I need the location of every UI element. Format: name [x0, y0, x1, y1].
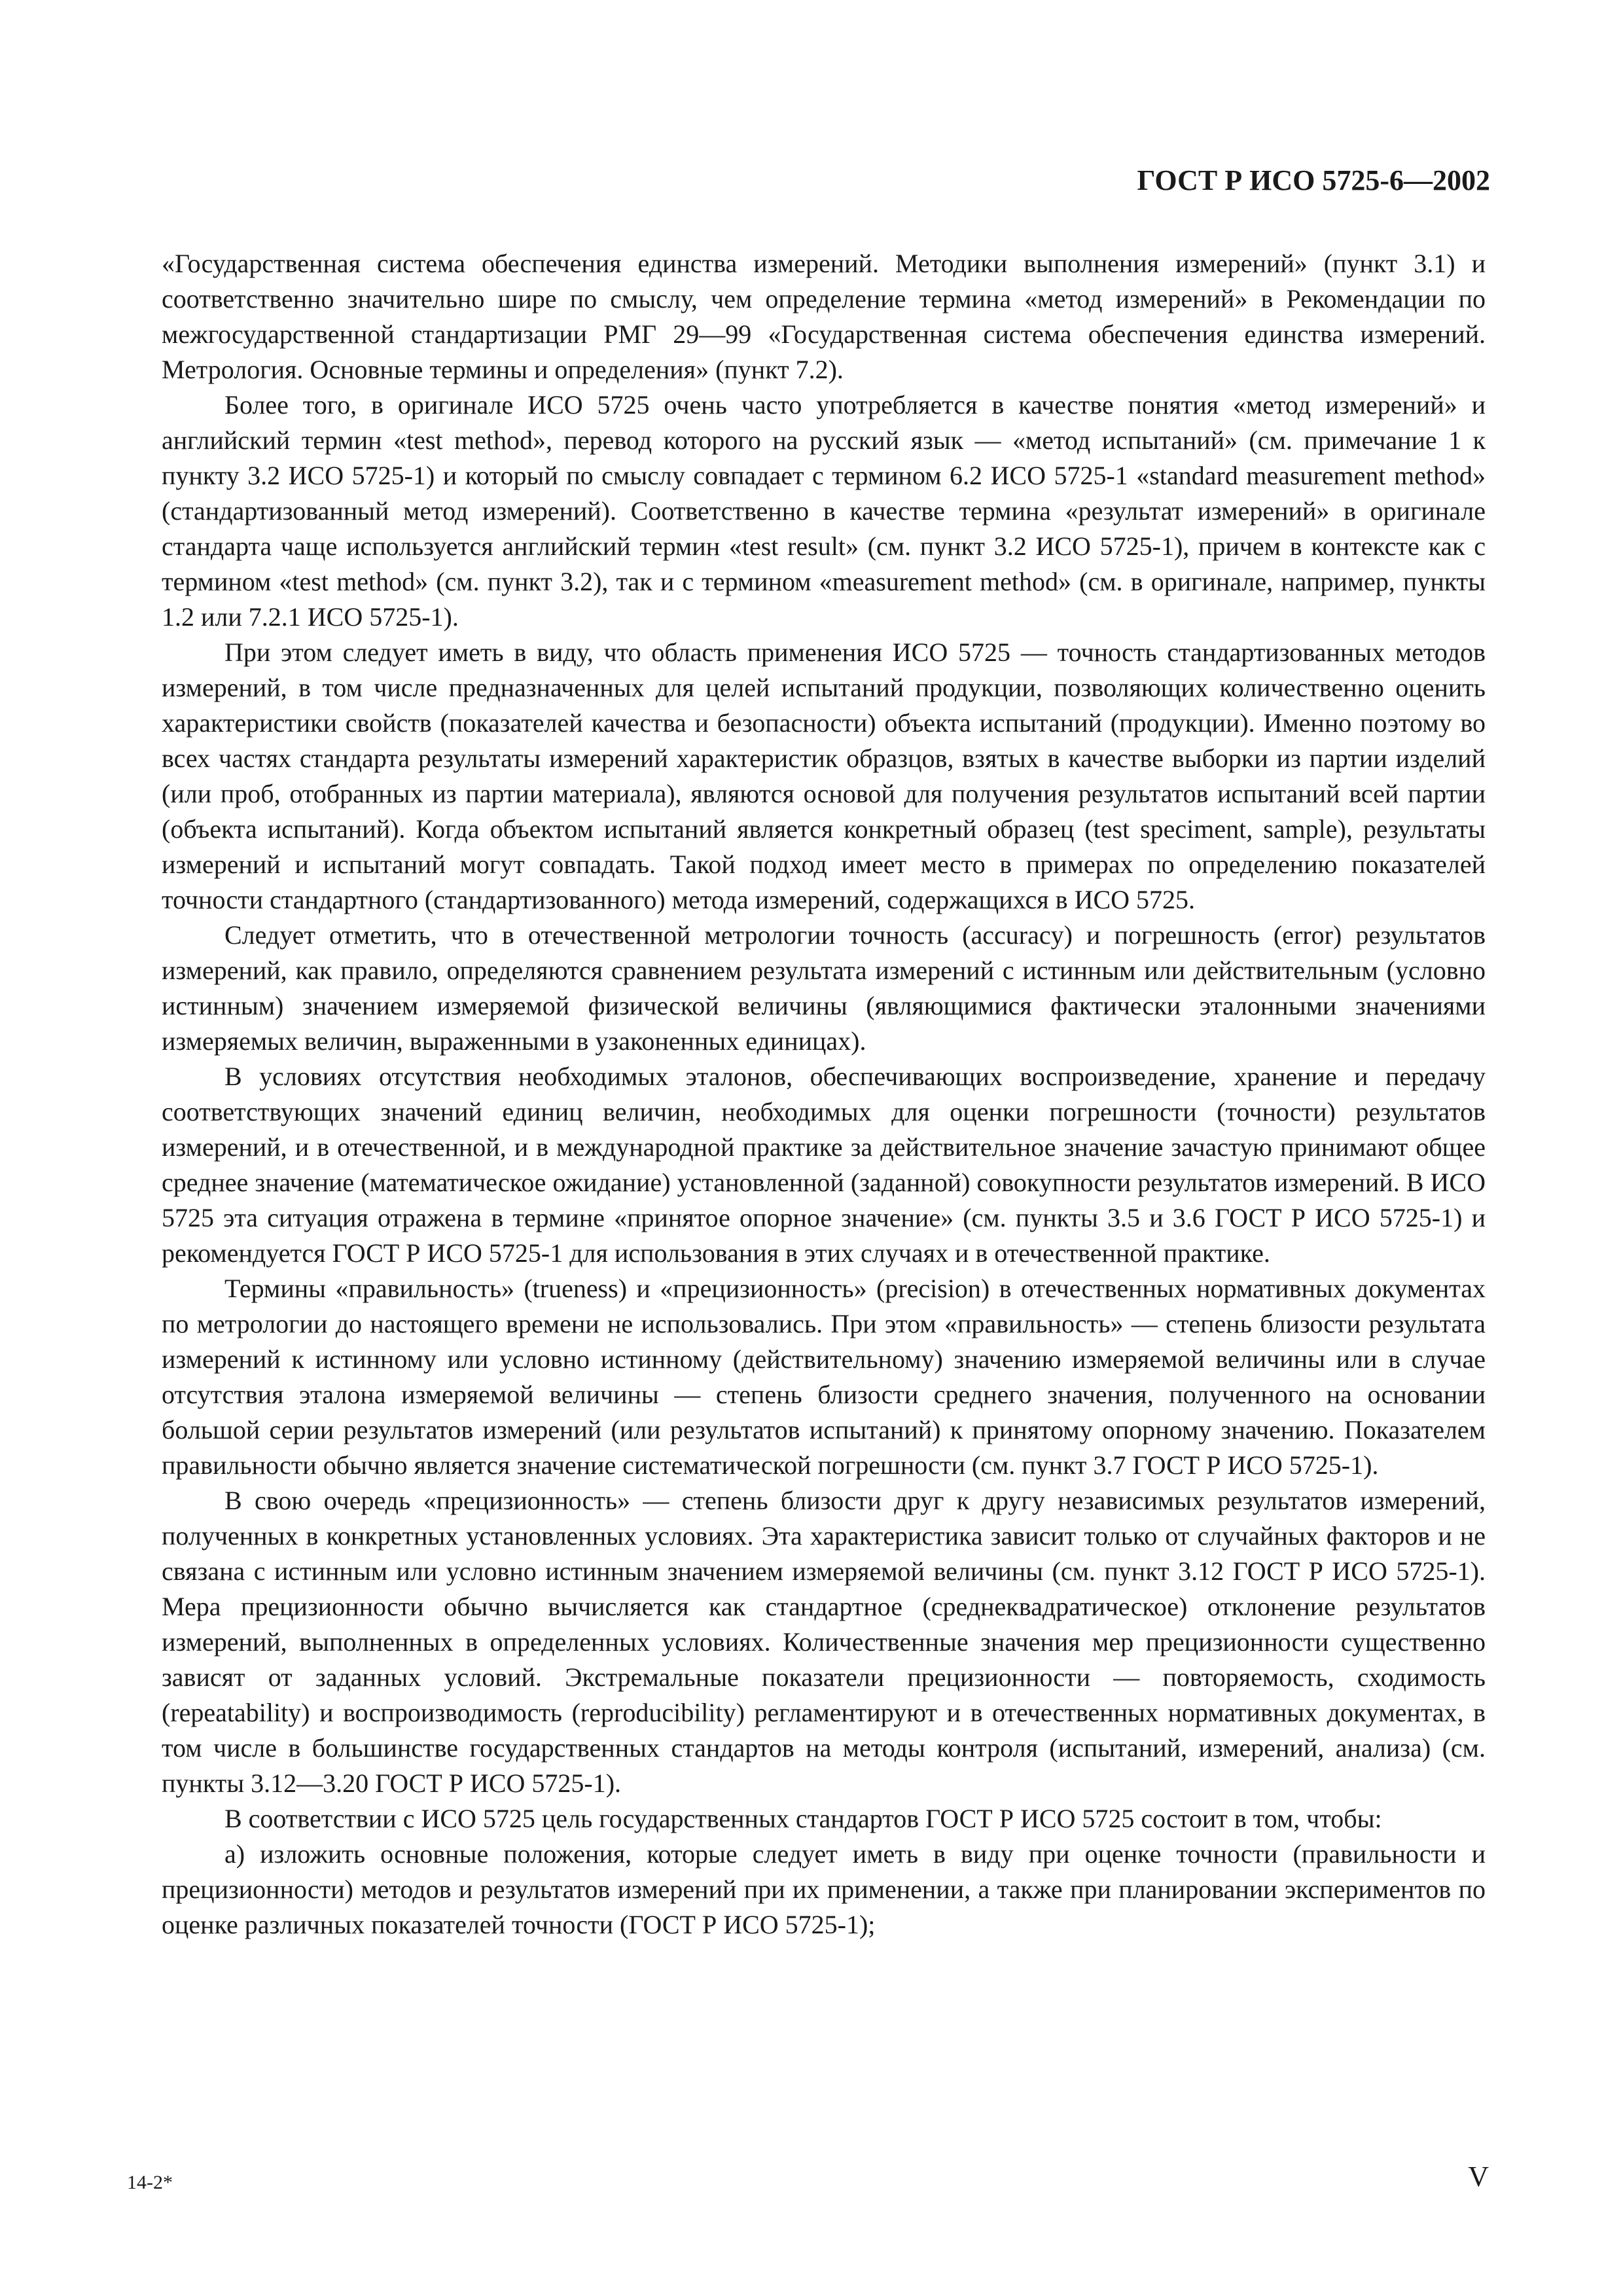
paragraph: Термины «правильность» (trueness) и «прецизионность» (precision) в отечественных нормативных документах по метрологии до настоящего времени не использовались. При этом «правильность» — степень близости результата измерений к истинному или условно истинному (действительному) значению измеряемой величины или в случае отсутствия эталона измеряемой величины — степень близости среднего значения, полученного на основании большой серии результатов измерений (или результатов испытаний) к принятому опорному значению. Показателем правильности обычно является значение систематической погрешности (см. пункт 3.7 ГОСТ Р ИСО 5725-1). [162, 1274, 1486, 1480]
paragraph: а) изложить основные положения, которые следует иметь в виду при оценке точности (правильности и прецизионности) методов и результатов измерений при их применении, а также при планировании экспериментов по оценке различных показателей точности (ГОСТ Р ИСО 5725-1); [162, 1839, 1486, 1939]
paragraph: Следует отметить, что в отечественной метрологии точность (accuracy) и погрешность (error) результатов измерений, как правило, определяются сравнением результата измерений с истинным или действительным (условно истинным) значением измеряемой физической величины (являющимися фактически эталонными значениями измеряемых величин, выраженными в узаконенных единицах). [162, 920, 1486, 1056]
paragraph: В условиях отсутствия необходимых эталонов, обеспечивающих воспроизведение, хранение и передачу соответствующих значений единиц величин, необходимых для оценки погрешности (точности) результатов измерений, и в отечественной, и в международной практике за действительное значение зачастую принимают общее среднее значение (математическое ожидание) установленной (заданной) совокупности результатов измерений. В ИСО 5725 эта ситуация отражена в термине «принятое опорное значение» (см. пункты 3.5 и 3.6 ГОСТ Р ИСО 5725-1) и рекомендуется ГОСТ Р ИСО 5725-1 для использования в этих случаях и в отечественной практике. [162, 1062, 1486, 1268]
standard-title-header: ГОСТ Р ИСО 5725-6—2002 [1137, 164, 1490, 196]
paragraph: В свою очередь «прецизионность» — степень близости друг к другу независимых результатов измерений, полученных в конкретных установленных условиях. Эта характеристика зависит только от случайных факторов и не связана с истинным или условно истинным значением измеряемой величины (см. пункт 3.12 ГОСТ Р ИСО 5725-1). Мера прецизионности обычно вычисляется как стандартное (среднеквадратическое) отклонение результатов измерений, выполненных в определенных условиях. Количественные значения мер прецизионности существенно зависят от заданных условий. Экстремальные показатели прецизионности — повторяемость, сходимость (repeatability) и воспроизводимость (reproducibility) регламентируют и в отечественных нормативных документах, в том числе в большинстве государственных стандартов на методы контроля (испытаний, измерений, анализа) (см. пункты 3.12—3.20 ГОСТ Р ИСО 5725-1). [162, 1486, 1486, 1798]
page-number: V [1468, 2161, 1489, 2193]
sheet-mark: 14-2* [127, 2172, 173, 2193]
paragraph: «Государственная система обеспечения единства измерений. Методики выполнения измерений» (пункт 3.1) и соответственно значительно шире по смыслу, чем определение термина «метод измерений» в Рекомендации по межгосударственной стандартизации РМГ 29—99 «Государственная система обеспечения единства измерений. Метрология. Основные термины и определения» (пункт 7.2). [162, 249, 1486, 384]
paragraph: В соответствии с ИСО 5725 цель государственных стандартов ГОСТ Р ИСО 5725 состоит в том, чтобы: [224, 1804, 1382, 1833]
paragraph: Более того, в оригинале ИСО 5725 очень часто употребляется в качестве понятия «метод измерений» и английский термин «test method», перевод которого на русский язык — «метод испытаний» (см. примечание 1 к пункту 3.2 ИСО 5725-1) и который по смыслу совпадает с термином 6.2 ИСО 5725-1 «standard measurement method» (стандартизованный метод измерений). Соответственно в качестве термина «результат измерений» в оригинале стандарта чаще используется английский термин «test result» (см. пункт 3.2 ИСО 5725-1), причем в контексте как с термином «test method» (см. пункт 3.2), так и с термином «measurement method» (см. в оригинале, например, пункты 1.2 или 7.2.1 ИСО 5725-1). [162, 390, 1486, 632]
paragraph: При этом следует иметь в виду, что область применения ИСО 5725 — точность стандартизованных методов измерений, в том числе предназначенных для целей испытаний продукции, позволяющих количественно оценить характеристики свойств (показателей качества и безопасности) объекта испытаний (продукции). Именно поэтому во всех частях стандарта результаты измерений характеристик образцов, взятых в качестве выборки из партии изделий (или проб, отобранных из партии материала), являются основой для получения результатов испытаний всей партии (объекта испытаний). Когда объектом испытаний является конкретный образец (test speciment, sample), результаты измерений и испытаний могут совпадать. Такой подход имеет место в примерах по определению показателей точности стандартного (стандартизованного) метода измерений, содержащихся в ИСО 5725. [162, 637, 1486, 914]
body-text [162, 246, 1486, 1943]
